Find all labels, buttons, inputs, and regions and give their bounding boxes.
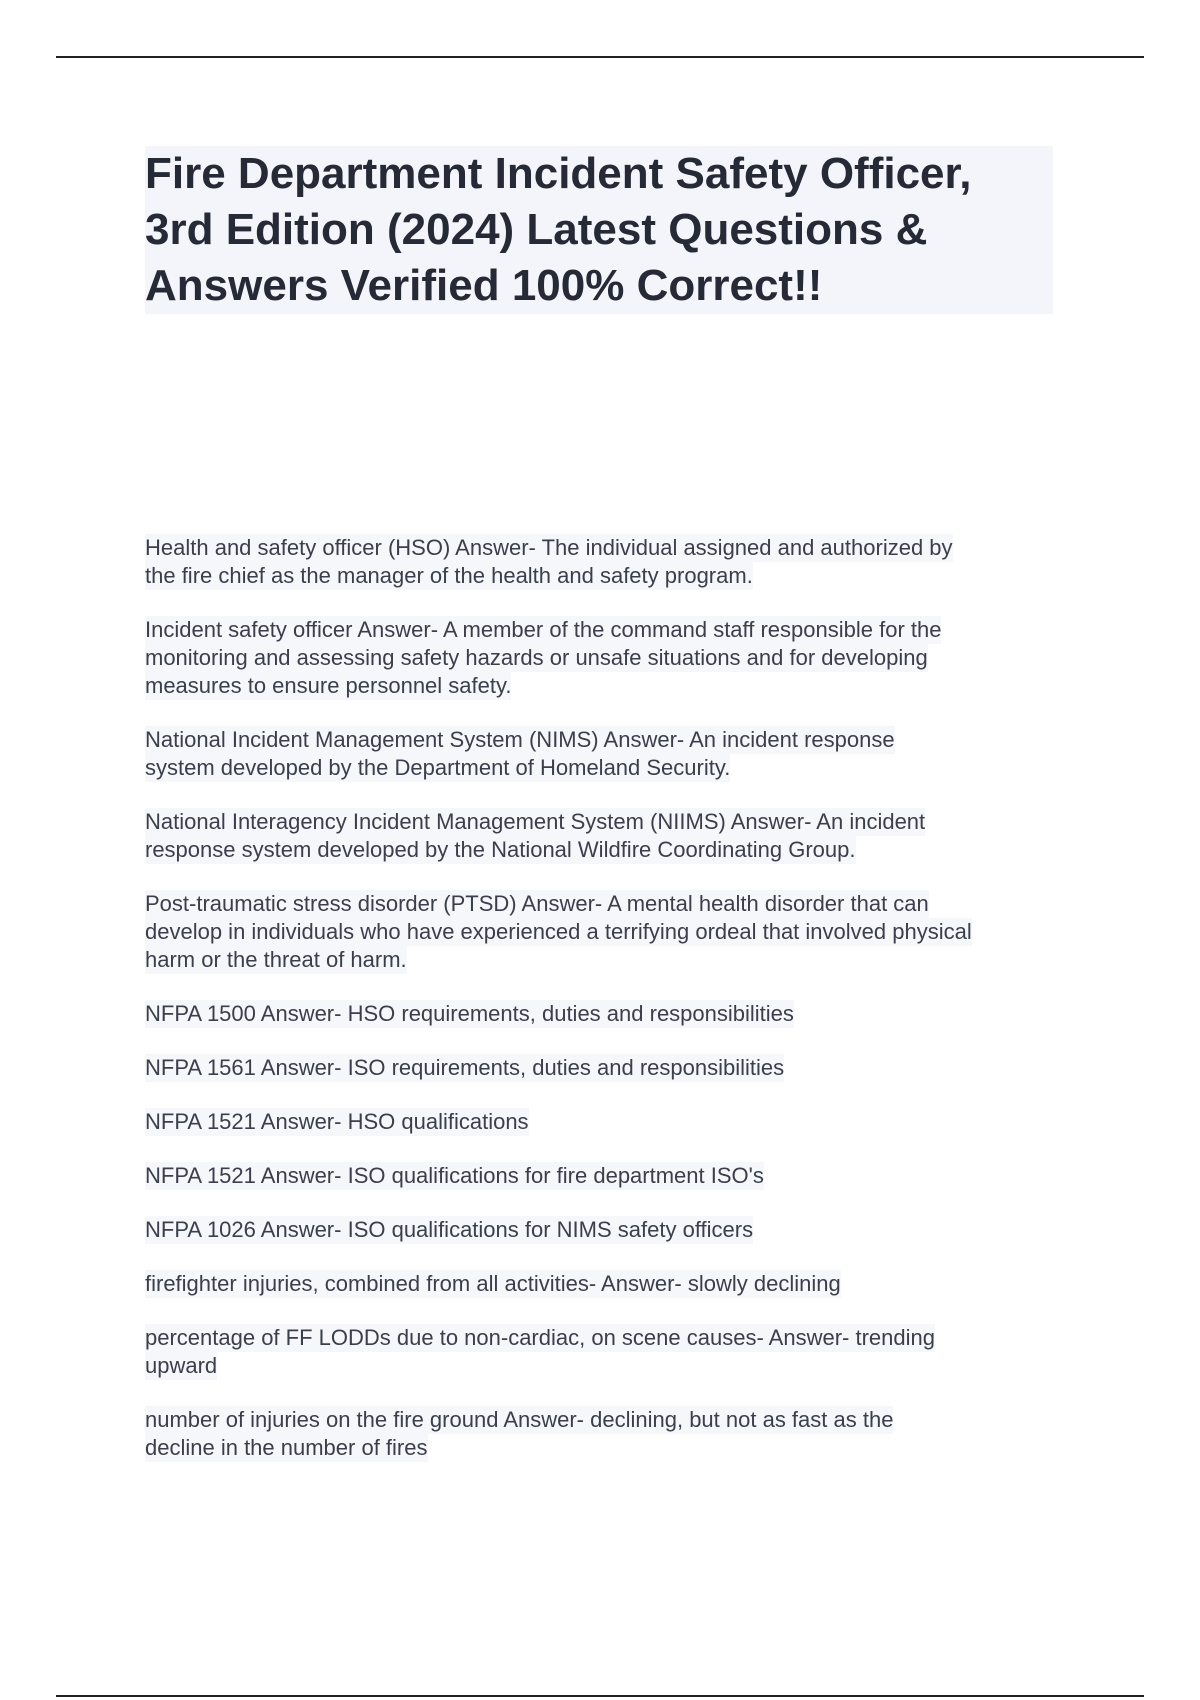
qa-text-line: develop in individuals who have experienced a terrifying ordeal that involved physical [145, 919, 972, 944]
qa-text-line: measures to ensure personnel safety. [145, 673, 512, 698]
title-line: 3rd Edition (2024) Latest Questions & [145, 205, 928, 254]
qa-text-line: harm or the threat of harm. [145, 947, 407, 972]
document-title [145, 146, 1053, 314]
qa-text-line: firefighter injuries, combined from all activities- Answer- slowly declining [145, 1271, 841, 1296]
qa-list [145, 534, 1065, 1488]
qa-item [145, 890, 1065, 974]
title-line: Fire Department Incident Safety Officer, [145, 149, 972, 198]
qa-text-line: National Incident Management System (NIMS) Answer- An incident response [145, 727, 895, 752]
qa-text-line: National Interagency Incident Management System (NIIMS) Answer- An incident [145, 809, 926, 834]
bottom-divider [56, 1695, 1144, 1697]
qa-item [145, 1270, 1065, 1298]
qa-text-line: Post-traumatic stress disorder (PTSD) Answer- A mental health disorder that can [145, 891, 929, 916]
qa-text-line: percentage of FF LODDs due to non-cardiac, on scene causes- Answer- trending [145, 1325, 935, 1350]
qa-text-line: monitoring and assessing safety hazards or unsafe situations and for developing [145, 645, 928, 670]
top-divider [56, 56, 1144, 58]
title-line: Answers Verified 100% Correct!! [145, 261, 823, 310]
qa-text-line: number of injuries on the fire ground Answer- declining, but not as fast as the [145, 1407, 894, 1432]
qa-text-line: NFPA 1521 Answer- ISO qualifications for fire department ISO's [145, 1163, 764, 1188]
qa-text-line: upward [145, 1353, 218, 1378]
qa-text-line: decline in the number of fires [145, 1435, 428, 1460]
qa-item [145, 726, 1065, 782]
qa-text-line: response system developed by the National Wildfire Coordinating Group. [145, 837, 856, 862]
qa-item [145, 1162, 1065, 1190]
qa-item [145, 1406, 1065, 1462]
qa-text-line: NFPA 1026 Answer- ISO qualifications for NIMS safety officers [145, 1217, 754, 1242]
qa-text-line: NFPA 1521 Answer- HSO qualifications [145, 1109, 529, 1134]
qa-item [145, 1216, 1065, 1244]
qa-item [145, 1324, 1065, 1380]
qa-text-line: Health and safety officer (HSO) Answer- The individual assigned and authorized by [145, 535, 953, 560]
qa-text-line: NFPA 1500 Answer- HSO requirements, duties and responsibilities [145, 1001, 794, 1026]
qa-text-line: NFPA 1561 Answer- ISO requirements, duties and responsibilities [145, 1055, 785, 1080]
qa-item [145, 534, 1065, 590]
qa-text-line: system developed by the Department of Homeland Security. [145, 755, 731, 780]
qa-text-line: Incident safety officer Answer- A member of the command staff responsible for the [145, 617, 942, 642]
qa-item [145, 616, 1065, 700]
qa-item [145, 1000, 1065, 1028]
qa-item [145, 1108, 1065, 1136]
qa-item [145, 808, 1065, 864]
qa-item [145, 1054, 1065, 1082]
qa-text-line: the fire chief as the manager of the health and safety program. [145, 563, 753, 588]
